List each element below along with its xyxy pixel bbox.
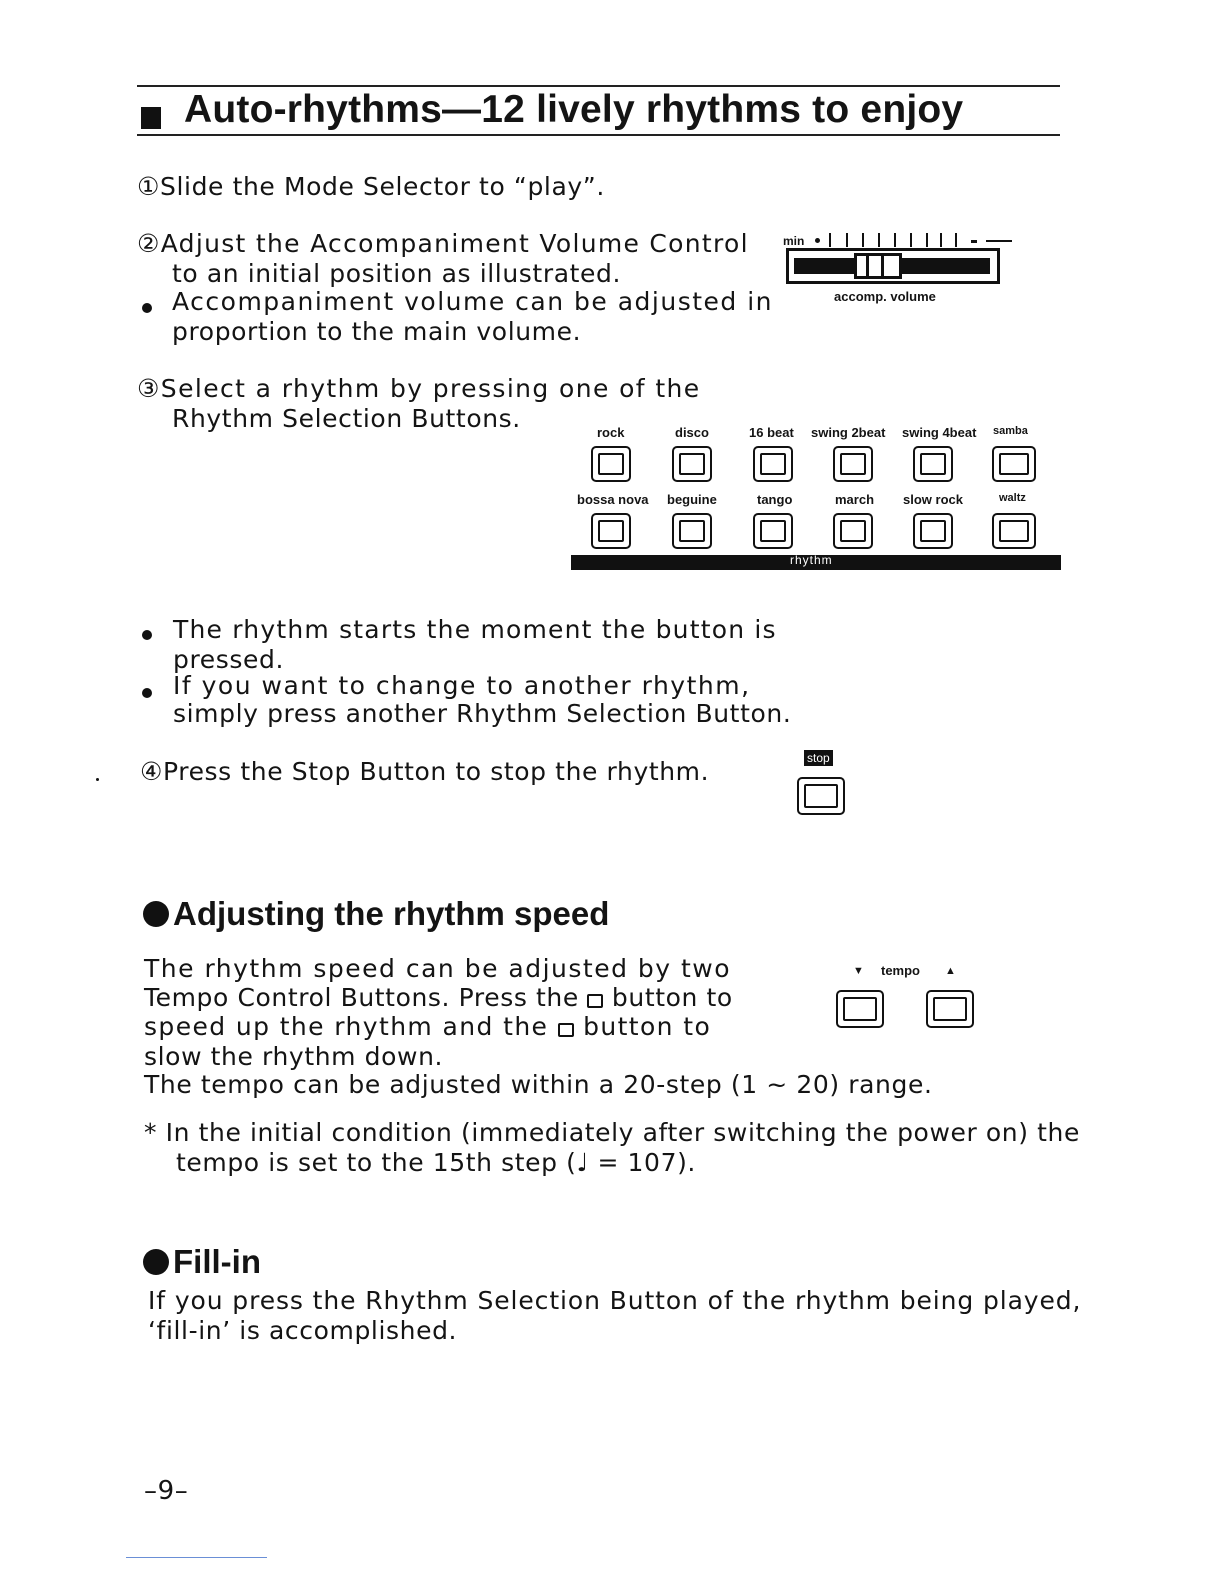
rhythm-button-slow-rock[interactable] bbox=[913, 513, 953, 549]
bullet-2-text-cont: simply press another Rhythm Selection Button. bbox=[173, 699, 792, 728]
bullet-1-text-cont: pressed. bbox=[173, 645, 285, 674]
rhythm-button-tango[interactable] bbox=[753, 513, 793, 549]
rhythm-button-swing-4beat[interactable] bbox=[913, 446, 953, 482]
fillin-text-1: If you press the Rhythm Selection Button of the rhythm being played, bbox=[148, 1286, 1082, 1315]
rhythm-button-samba[interactable] bbox=[992, 446, 1036, 482]
tempo-down-arrow-icon: ▼ bbox=[853, 965, 864, 977]
header-square-icon bbox=[141, 107, 161, 129]
step-2-bullet-text: Accompaniment volume can be adjusted in bbox=[172, 287, 774, 316]
stop-label: stop bbox=[804, 750, 833, 766]
volume-tick bbox=[862, 233, 864, 247]
volume-tick bbox=[815, 238, 820, 243]
volume-min-label: min bbox=[783, 234, 805, 248]
tempo-down-inline-icon bbox=[558, 1023, 574, 1037]
rhythm-label-slow-rock: slow rock bbox=[903, 492, 963, 507]
volume-caption: accomp. volume bbox=[834, 289, 936, 304]
rhythm-label-beguine: beguine bbox=[667, 492, 717, 507]
speed-text-2a: Tempo Control Buttons. Press the bbox=[144, 983, 579, 1012]
bullet-2-text: If you want to change to another rhythm, bbox=[173, 671, 751, 700]
volume-tick bbox=[926, 233, 928, 247]
rhythm-button-16beat[interactable] bbox=[753, 446, 793, 482]
footer-rule bbox=[126, 1557, 267, 1558]
rhythm-button-swing-2beat[interactable] bbox=[833, 446, 873, 482]
speed-note-2: tempo is set to the 15th step (♩ = 107). bbox=[176, 1148, 696, 1177]
rhythm-label-16beat: 16 beat bbox=[749, 425, 794, 440]
rhythm-label-tango: tango bbox=[757, 492, 793, 507]
volume-tick bbox=[955, 233, 957, 247]
speed-text-2 bbox=[144, 983, 733, 1013]
volume-max-mark bbox=[986, 240, 1012, 242]
tempo-label: tempo bbox=[881, 963, 920, 978]
speed-text-3b: button to bbox=[583, 1012, 712, 1041]
bullet-1-text: The rhythm starts the moment the button is bbox=[173, 615, 777, 644]
bullet-icon bbox=[142, 688, 152, 698]
volume-tick bbox=[910, 233, 912, 247]
volume-tick bbox=[894, 233, 896, 247]
bullet-icon bbox=[142, 303, 152, 313]
rhythm-button-bossa-nova[interactable] bbox=[591, 513, 631, 549]
volume-tick bbox=[940, 233, 942, 247]
page-title: Auto-rhythms—12 lively rhythms to enjoy bbox=[184, 88, 964, 131]
header-rule-bottom bbox=[137, 134, 1060, 136]
rhythm-panel-bar-label: rhythm bbox=[790, 553, 833, 567]
heading-dot-icon bbox=[143, 901, 169, 927]
tempo-up-button[interactable] bbox=[926, 990, 974, 1028]
rhythm-label-disco: disco bbox=[675, 425, 709, 440]
stop-button[interactable] bbox=[797, 777, 845, 815]
rhythm-button-beguine[interactable] bbox=[672, 513, 712, 549]
speed-heading-text: Adjusting the rhythm speed bbox=[173, 895, 610, 932]
step-4-text: ④Press the Stop Button to stop the rhythm. bbox=[140, 757, 710, 786]
speed-text-2b: button to bbox=[611, 983, 733, 1012]
rhythm-label-rock: rock bbox=[597, 425, 625, 440]
speed-text-4: slow the rhythm down. bbox=[144, 1042, 444, 1071]
volume-tick bbox=[878, 233, 880, 247]
step-3-text: ③Select a rhythm by pressing one of the bbox=[137, 374, 701, 403]
volume-tick bbox=[846, 233, 848, 247]
rhythm-label-waltz: waltz bbox=[999, 492, 1026, 504]
volume-tick bbox=[971, 240, 977, 243]
fillin-heading bbox=[143, 1243, 261, 1281]
step-3-text-cont: Rhythm Selection Buttons. bbox=[172, 404, 521, 433]
tempo-up-arrow-icon: ▲ bbox=[945, 965, 956, 977]
tempo-up-inline-icon bbox=[587, 994, 603, 1008]
step-2-text: ②Adjust the Accompaniment Volume Control bbox=[137, 229, 749, 258]
tempo-down-button[interactable] bbox=[836, 990, 884, 1028]
step-2-bullet-text-cont: proportion to the main volume. bbox=[172, 317, 582, 346]
rhythm-label-swing-2beat: swing 2beat bbox=[811, 425, 886, 440]
rhythm-label-bossa-nova: bossa nova bbox=[577, 492, 649, 507]
rhythm-label-swing-4beat: swing 4beat bbox=[902, 425, 977, 440]
margin-dot bbox=[96, 778, 99, 781]
speed-note-1: * In the initial condition (immediately after switching the power on) the bbox=[144, 1118, 1080, 1147]
speed-heading bbox=[143, 895, 609, 933]
volume-tick bbox=[829, 233, 831, 247]
speed-text-3 bbox=[144, 1012, 711, 1042]
step-2-text-cont: to an initial position as illustrated. bbox=[172, 259, 622, 288]
rhythm-label-samba: samba bbox=[993, 425, 1028, 437]
rhythm-label-march: march bbox=[835, 492, 875, 507]
rhythm-button-disco[interactable] bbox=[672, 446, 712, 482]
speed-text-1: The rhythm speed can be adjusted by two bbox=[144, 954, 732, 983]
rhythm-button-march[interactable] bbox=[833, 513, 873, 549]
speed-text-5: The tempo can be adjusted within a 20-step (1 ~ 20) range. bbox=[144, 1070, 933, 1099]
header-rule-top bbox=[137, 85, 1060, 87]
page-number: –9– bbox=[144, 1476, 189, 1506]
speed-text-3a: speed up the rhythm and the bbox=[144, 1012, 549, 1041]
rhythm-button-waltz[interactable] bbox=[992, 513, 1036, 549]
step-1-text: ①Slide the Mode Selector to “play”. bbox=[137, 172, 605, 201]
bullet-icon bbox=[142, 630, 152, 640]
rhythm-button-rock[interactable] bbox=[591, 446, 631, 482]
fillin-text-2: ‘fill-in’ is accomplished. bbox=[148, 1316, 458, 1345]
fillin-heading-text: Fill-in bbox=[173, 1243, 261, 1280]
volume-slider-knob[interactable] bbox=[854, 253, 902, 279]
heading-dot-icon bbox=[143, 1249, 169, 1275]
